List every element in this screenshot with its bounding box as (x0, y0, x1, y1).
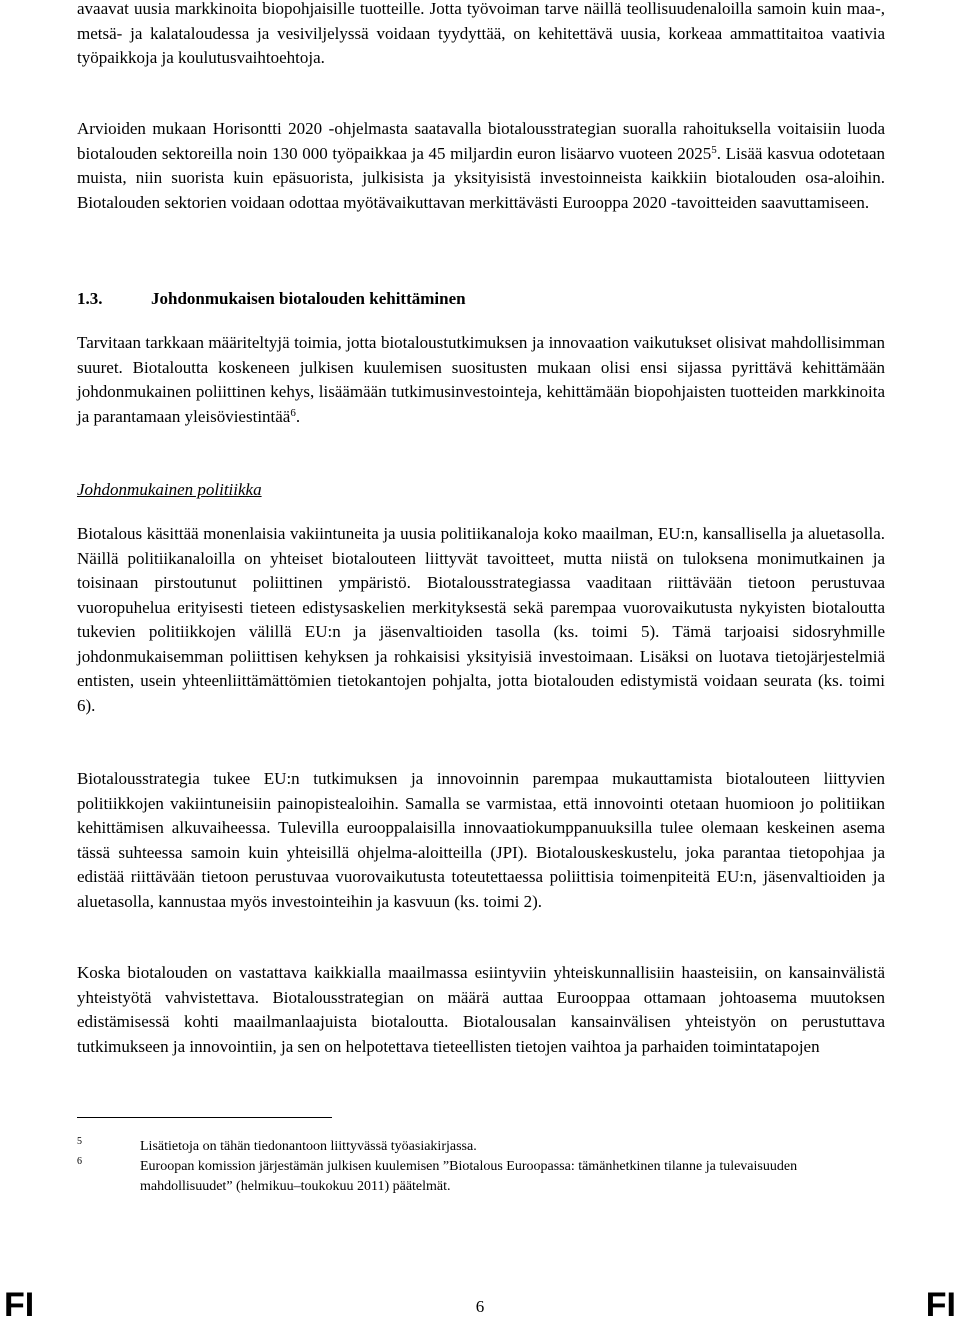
section-number: 1.3. (77, 289, 103, 308)
paragraph-measures-text-a: Tarvitaan tarkkaan määriteltyjä toimia, jotta biotaloustutkimuksen ja innovaation vaikutukset olisivat mahdollisimman suuret. Biotaloutta koskeneen julkisen kuulemisen suositusten mukaan olisi ensi sijassa pyrittävä kehittämään johdonmukainen poliittinen kehys, lisäämään tutkimusinvestointeja, kehittämään biopohjaisten tuotteiden markkinoita ja parantamaan yleisöviestintää (77, 333, 885, 426)
paragraph-measures (77, 331, 885, 429)
paragraph-horizon-2020 (77, 117, 885, 215)
page-number: 6 (475, 1297, 485, 1316)
footnotes (77, 1137, 885, 1198)
footnote-separator (77, 1117, 332, 1118)
footnote-reference-6[interactable]: 6 (290, 406, 296, 419)
footnote-number: 5 (77, 1136, 82, 1147)
paragraph-international: Koska biotalouden on vastattava kaikkialla maailmassa esiintyviin yhteiskunnallisiin haasteisiin, on kansainvälistä yhteistyötä vahvistettava. Biotalousstrategian on määrä auttaa Eurooppaa ottamaan johtoasema muutoksen edistämisessä kohti maailmanlaajuista biotaloutta. Biotalousalan kansainvälisen yhteistyön on perustuttava tutkimukseen ja innovointiin, ja sen on helpotettava tieteellisten tietojen vaihtoa ja parhaiden toimintatapojen (77, 963, 885, 1056)
footnote-6 (77, 1157, 885, 1198)
footer-language-right: FI (925, 1286, 956, 1324)
footer-language-left: FI (4, 1286, 35, 1324)
paragraph-measures-text-b: . (295, 406, 301, 426)
section-heading (77, 287, 466, 311)
footnote-text: Euroopan komission järjestämän julkisen kuulemisen ”Biotalous Euroopassa: tämänhetkinen tilanne ja tulevaisuuden mahdollisuudet” (helmikuu–toukokuu 2011) päätelmät. (140, 1158, 798, 1194)
footnote-number: 6 (77, 1155, 82, 1167)
footnote-5 (77, 1137, 885, 1158)
paragraph-intro: avaavat uusia markkinoita biopohjaisille tuotteille. Jotta työvoiman tarve näillä teollisuudenaloilla samoin kuin maa-, metsä- ja kalataloudessa ja vesiviljelyssä voidaan tyydyttää, on kehitettävä uusia, korkeaa ammattitaitoa vaativia työpaikkoja ja koulutusvaihtoehtoja. (77, 0, 885, 67)
subheading-policy: Johdonmukainen politiikka (77, 480, 262, 499)
paragraph-horizon-2020-text-b: . Lisää kasvua odotetaan muista, niin suorista kuin epäsuorista, julkisista ja yksityisistä investoinneista kaikkiin biotalouden osa-aloihin. Biotalouden sektorien voidaan odottaa myötävaikuttavan merkittävästi Eurooppa 2020 -tavoitteiden saavuttamiseen. (77, 143, 886, 212)
footnote-reference-5[interactable]: 5 (711, 143, 717, 156)
footnote-text: Lisätietoja on tähän tiedonantoon liittyvässä työasiakirjassa. (140, 1139, 477, 1154)
paragraph-research-alignment: Biotalousstrategia tukee EU:n tutkimuksen ja innovoinnin parempaa mukauttamista biotalouteen liittyvien politiikkojen vakiintuneisiin painopistealoihin. Samalla se varmistaa, että innovointi otetaan huomioon jo politiikan kehittämisen alkuvaiheessa. Tulevilla eurooppalaisilla innovaatiokumppanuuksilla tulee olemaan keskeinen asema tässä suhteessa samoin kuin yhteisillä ohjelma-aloitteilla (JPI). Biotalouskeskustelu, joka parantaa tietopohjaa ja edistää riittävään tietoon perustuvaa vuorovaikutusta toteutettaessa poliittisia toimenpiteitä EU:n, jäsenvaltioiden ja aluetasolla, kannustaa myös investointeihin ja kasvuun (ks. toimi 2). (77, 769, 885, 911)
paragraph-policy-areas: Biotalous käsittää monenlaisia vakiintuneita ja uusia politiikanaloja koko maailman, EU:n, kansallisella ja aluetasolla. Näillä politiikanaloilla on yhteiset biotalouteen liittyvät tavoitteet, mutta niistä on tuloksena monimutkainen ja toisinaan pirstoutunut poliittinen ympäristö. Biotalousstrategiassa vaaditaan riittävään tietoon perustuvaa vuoropuhelua erityisesti tieteen edistysaskelien merkityksestä sekä parempaa vuorovaikutusta nykyisten biotaloutta tukevien politiikkojen välillä EU:n ja jäsenvaltioiden tasolla (ks. toimi 5). Tämä tarjoaisi sidosryhmille johdonmukaisemman poliittisen kehyksen ja rohkaisisi yksityisiä investoimaan. Lisäksi on luotava tietojärjestelmiä entisten, usein yhteenliittämättömien tietokantojen pohjalta, jotta biotalouden edistymistä voidaan seurata (ks. toimi 6). (77, 524, 885, 715)
section-title: Johdonmukaisen biotalouden kehittäminen (151, 289, 466, 308)
paragraph-horizon-2020-text-a: Arvioiden mukaan Horisontti 2020 -ohjelmasta saatavalla biotalousstrategian suoralla rahoituksella voitaisiin luoda biotalouden sektoreilla noin 130 000 työpaikkaa ja 45 miljardin euron lisäarvo vuoteen 2025 (77, 119, 885, 163)
